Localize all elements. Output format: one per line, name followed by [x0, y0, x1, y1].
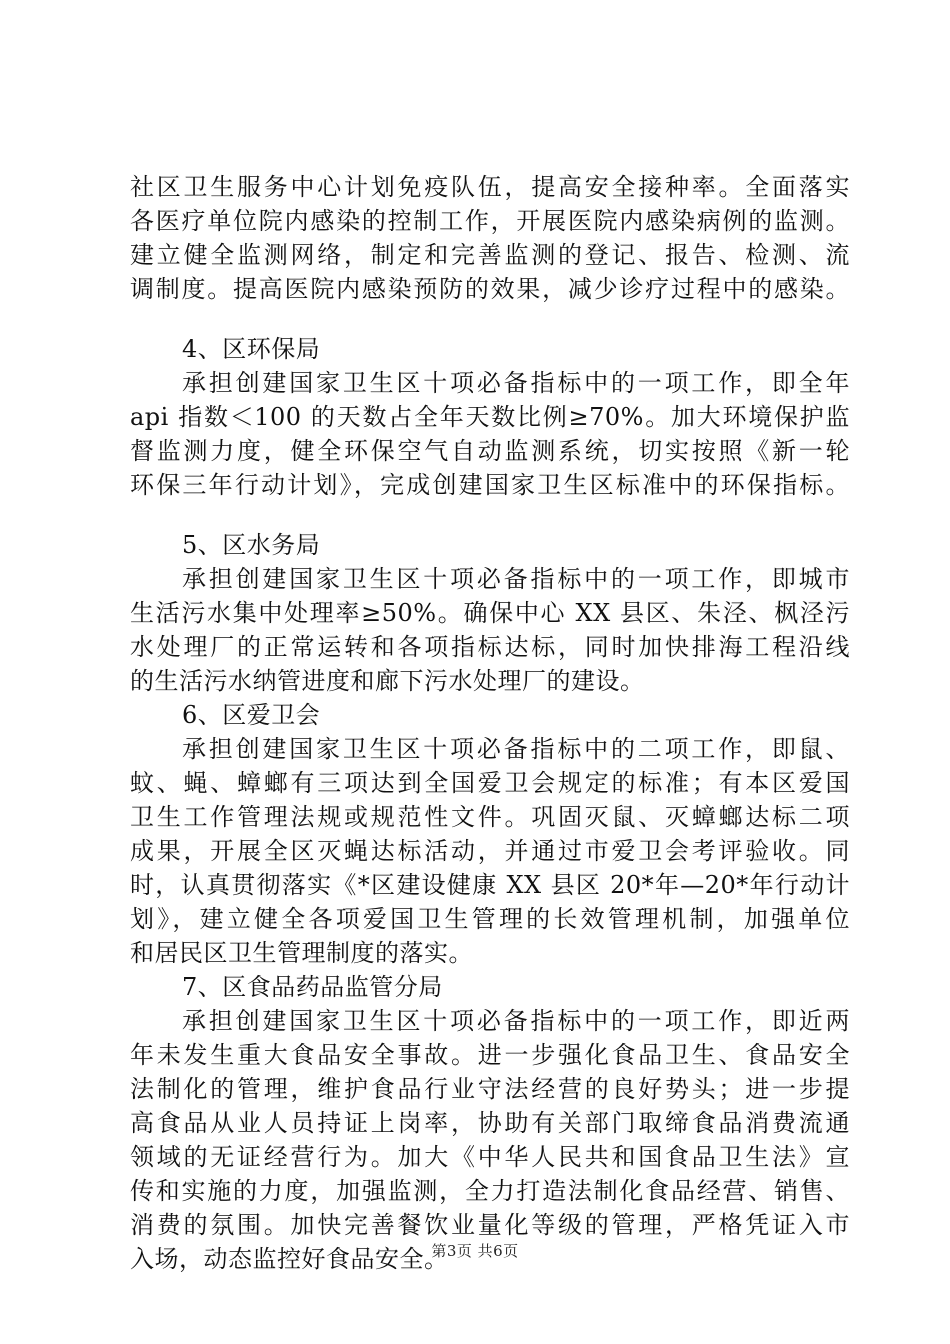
- section-heading-4: 4、区环保局: [182, 335, 321, 363]
- body-line: 社区卫生服务中心计划免疫队伍，提高安全接种率。全面落实: [130, 173, 850, 201]
- body-line: 的生活污水纳管进度和廊下污水处理厂的建设。: [130, 667, 645, 695]
- paragraph-gap: [130, 502, 870, 528]
- paragraph-gap: [130, 306, 870, 332]
- body-line: api 指数＜100 的天数占全年天数比例≥70%。加大环境保护监: [130, 403, 850, 431]
- page-number-footer: 第3页 共6页: [431, 1242, 519, 1260]
- body-line: 入场，动态监控好食品安全。: [130, 1245, 449, 1273]
- body-line: 建立健全监测网络，制定和完善监测的登记、报告、检测、流: [130, 241, 850, 269]
- body-line: 传和实施的力度，加强监测，全力打造法制化食品经营、销售、: [130, 1177, 850, 1205]
- body-line: 承担创建国家卫生区十项必备指标中的一项工作，即近两: [182, 1007, 850, 1035]
- body-line: 时，认真贯彻落实《*区建设健康 XX 县区 20*年—20*年行动计: [130, 871, 850, 899]
- body-line: 承担创建国家卫生区十项必备指标中的二项工作，即鼠、: [182, 735, 850, 763]
- body-line: 年未发生重大食品安全事故。进一步强化食品卫生、食品安全: [130, 1041, 850, 1069]
- body-line: 承担创建国家卫生区十项必备指标中的一项工作，即全年: [182, 369, 850, 397]
- body-line: 蚊、蝇、蟑螂有三项达到全国爱卫会规定的标准；有本区爱国: [130, 769, 850, 797]
- body-line: 法制化的管理，维护食品行业守法经营的良好势头；进一步提: [130, 1075, 850, 1103]
- body-line: 成果，开展全区灭蝇达标活动，并通过市爱卫会考评验收。同: [130, 837, 850, 865]
- body-line: 环保三年行动计划》，完成创建国家卫生区标准中的环保指标。: [130, 471, 850, 499]
- body-line: 承担创建国家卫生区十项必备指标中的一项工作，即城市: [182, 565, 850, 593]
- body-line: 各医疗单位院内感染的控制工作，开展医院内感染病例的监测。: [130, 207, 850, 235]
- body-line: 卫生工作管理法规或规范性文件。巩固灭鼠、灭蟑螂达标二项: [130, 803, 850, 831]
- body-line: 划》，建立健全各项爱国卫生管理的长效管理机制，加强单位: [130, 905, 850, 933]
- body-line: 生活污水集中处理率≥50%。确保中心 XX 县区、朱泾、枫泾污: [130, 599, 850, 627]
- section-heading-6: 6、区爱卫会: [182, 701, 321, 729]
- document-body: [130, 170, 870, 1276]
- body-line: 督监测力度，健全环保空气自动监测系统，切实按照《新一轮: [130, 437, 850, 465]
- body-line: 和居民区卫生管理制度的落实。: [130, 939, 473, 967]
- body-line: 消费的氛围。加快完善餐饮业量化等级的管理，严格凭证入市: [130, 1211, 850, 1239]
- section-heading-7: 7、区食品药品监管分局: [182, 973, 443, 1001]
- body-line: 领域的无证经营行为。加大《中华人民共和国食品卫生法》宣: [130, 1143, 850, 1171]
- section-heading-5: 5、区水务局: [182, 531, 321, 559]
- body-line: 水处理厂的正常运转和各项指标达标，同时加快排海工程沿线: [130, 633, 850, 661]
- body-line: 高食品从业人员持证上岗率，协助有关部门取缔食品消费流通: [130, 1109, 850, 1137]
- body-line: 调制度。提高医院内感染预防的效果，减少诊疗过程中的感染。: [130, 275, 850, 303]
